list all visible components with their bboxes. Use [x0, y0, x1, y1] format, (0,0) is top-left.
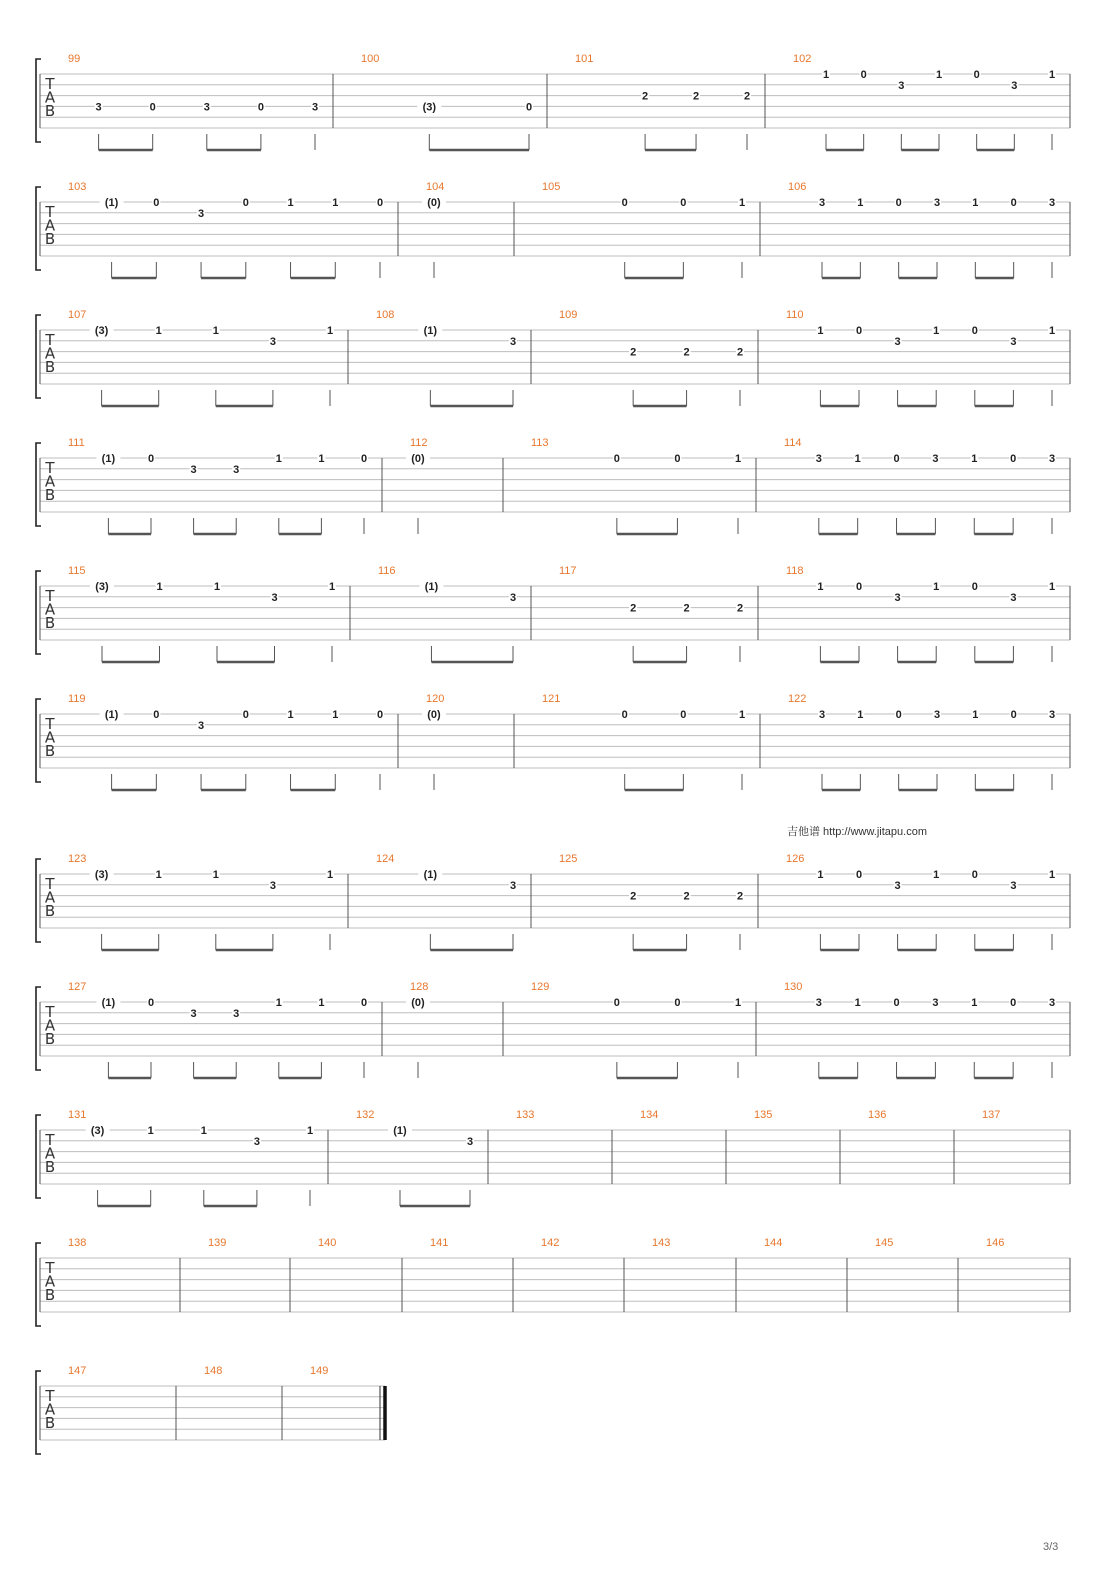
fret-number: 3 — [509, 335, 517, 348]
fret-number: 3 — [190, 463, 197, 476]
fret-number: 1 — [817, 325, 824, 337]
fret-number: 0 — [360, 997, 368, 1009]
measure-number: 147 — [68, 1365, 87, 1377]
fret-number: (0) — [427, 197, 441, 209]
measure-number: 105 — [542, 181, 561, 193]
tab-letter: T — [45, 459, 55, 477]
tab-letter: T — [45, 715, 55, 733]
fret-number: 1 — [318, 997, 325, 1009]
fret-number: 2 — [683, 346, 690, 359]
watermark: 吉他谱 http://www.jitapu.com — [787, 826, 927, 838]
fret-number: 2 — [642, 90, 649, 103]
fret-number: 3 — [269, 879, 276, 892]
measure-number: 106 — [788, 181, 807, 193]
fret-number: 1 — [972, 709, 979, 721]
fret-number: 1 — [213, 581, 221, 593]
measure-number: 144 — [764, 1237, 783, 1249]
measure-number: 102 — [793, 53, 812, 65]
measure-number: 135 — [754, 1109, 773, 1121]
fret-number: 0 — [153, 197, 160, 209]
measure-number: 132 — [356, 1109, 375, 1121]
measure-number: 133 — [516, 1109, 535, 1121]
fret-number: 0 — [674, 453, 681, 465]
fret-number: (0) — [427, 709, 441, 721]
tab-letter: B — [44, 1030, 56, 1048]
tab-letter: T — [45, 1131, 55, 1149]
fret-number: 3 — [95, 101, 102, 114]
fret-number: 3 — [815, 453, 822, 465]
fret-number: 1 — [275, 997, 282, 1009]
fret-number: 0 — [149, 101, 156, 114]
fret-number: 0 — [680, 197, 687, 209]
fret-number: 3 — [198, 719, 205, 732]
fret-number: 1 — [1048, 69, 1056, 81]
tab-letter: B — [44, 902, 56, 920]
fret-number: 1 — [318, 453, 325, 465]
tab-letter: B — [44, 1286, 56, 1304]
fret-number: 3 — [933, 197, 941, 209]
fret-number: 0 — [855, 581, 863, 593]
fret-number: 1 — [326, 869, 334, 881]
tab-letter: T — [45, 203, 55, 221]
fret-number: 3 — [233, 463, 240, 476]
fret-number: (0) — [411, 453, 425, 465]
fret-number: 1 — [275, 453, 282, 465]
fret-number: 2 — [630, 602, 637, 615]
fret-number: 0 — [893, 453, 900, 465]
measure-number: 145 — [875, 1237, 894, 1249]
fret-number: 1 — [200, 1125, 207, 1137]
fret-number: 1 — [817, 581, 824, 593]
fret-number: 1 — [933, 581, 940, 593]
fret-number: 3 — [233, 1007, 240, 1020]
fret-number: 1 — [147, 1125, 154, 1137]
fret-number: 1 — [857, 197, 864, 209]
tab-letter: A — [44, 1144, 56, 1163]
measure-number: 119 — [68, 693, 86, 705]
fret-number: 0 — [376, 709, 384, 721]
fret-number: 0 — [971, 325, 978, 337]
measure-number: 149 — [310, 1365, 329, 1377]
fret-number: 1 — [1048, 581, 1056, 593]
fret-number: 0 — [257, 101, 264, 114]
tab-letter: A — [44, 1016, 56, 1035]
measure-number: 136 — [868, 1109, 887, 1121]
fret-number: 3 — [269, 335, 276, 348]
tab-letter: T — [45, 587, 55, 605]
fret-number: 0 — [621, 197, 628, 209]
fret-number: 1 — [933, 325, 940, 337]
fret-number: 1 — [738, 197, 746, 209]
fret-number: 1 — [857, 709, 864, 721]
fret-number: 3 — [1048, 453, 1056, 465]
fret-number: 1 — [328, 581, 336, 593]
fret-number: 1 — [854, 997, 861, 1009]
measure-number: 103 — [68, 181, 87, 193]
fret-number: 3 — [198, 207, 205, 220]
fret-number: 1 — [212, 325, 219, 337]
measure-number: 148 — [204, 1365, 223, 1377]
fret-number: 0 — [674, 997, 681, 1009]
fret-number: (1) — [423, 325, 438, 337]
measure-number: 143 — [652, 1237, 671, 1249]
fret-number: 0 — [1010, 997, 1017, 1009]
fret-number: 0 — [242, 709, 249, 721]
fret-number: 3 — [894, 879, 901, 892]
tab-letter: B — [44, 486, 56, 504]
fret-number: 3 — [932, 997, 939, 1009]
fret-number: 1 — [155, 869, 162, 881]
fret-number: (3) — [94, 869, 109, 881]
tab-letter: A — [44, 600, 56, 619]
measure-number: 130 — [784, 981, 803, 993]
tab-letter: T — [45, 331, 55, 349]
fret-number: 3 — [1048, 997, 1056, 1009]
fret-number: (1) — [104, 709, 119, 721]
fret-number: 0 — [973, 69, 980, 81]
fret-number: 3 — [509, 591, 517, 604]
tab-letter: B — [44, 1414, 56, 1432]
measure-number: 138 — [68, 1237, 87, 1249]
fret-number: (1) — [101, 453, 116, 465]
fret-number: 3 — [1010, 591, 1017, 604]
measure-number: 117 — [559, 565, 577, 577]
fret-number: 3 — [1011, 79, 1018, 92]
measure-number: 120 — [426, 693, 445, 705]
fret-number: 1 — [971, 453, 978, 465]
measure-number: 139 — [208, 1237, 227, 1249]
measure-number: 109 — [559, 309, 578, 321]
tab-letter: T — [45, 875, 55, 893]
measure-number: 140 — [318, 1237, 337, 1249]
fret-number: 0 — [1010, 453, 1017, 465]
measure-number: 115 — [68, 565, 86, 577]
fret-number: 3 — [818, 709, 826, 721]
page-number: 3/3 — [1043, 1541, 1059, 1553]
measure-number: 111 — [68, 437, 85, 449]
fret-number: (1) — [393, 1125, 407, 1137]
fret-number: 1 — [854, 453, 861, 465]
tab-letter: B — [44, 102, 56, 120]
fret-number: 3 — [1010, 335, 1017, 348]
measure-number: 101 — [575, 53, 594, 65]
tab-letter: A — [44, 216, 56, 235]
fret-number: 2 — [736, 602, 744, 615]
fret-number: 1 — [971, 997, 978, 1009]
fret-number: 1 — [332, 709, 339, 721]
fret-number: 0 — [971, 581, 978, 593]
fret-number: 1 — [1048, 869, 1056, 881]
tab-letter: A — [44, 1272, 56, 1291]
measure-number: 108 — [376, 309, 395, 321]
tab-letter: A — [44, 88, 56, 107]
measure-number: 121 — [542, 693, 561, 705]
fret-number: 0 — [376, 197, 384, 209]
fret-number: (3) — [94, 325, 109, 337]
fret-number: 0 — [895, 709, 902, 721]
fret-number: 1 — [734, 453, 742, 465]
fret-number: 0 — [860, 69, 867, 81]
fret-number: (3) — [422, 101, 437, 114]
measure-number: 128 — [410, 981, 429, 993]
tab-letter: A — [44, 1400, 56, 1419]
measure-number: 110 — [786, 309, 804, 321]
tab-letter: T — [45, 1003, 55, 1021]
fret-number: 0 — [1010, 709, 1017, 721]
measure-number: 142 — [541, 1237, 560, 1249]
fret-number: 3 — [311, 101, 319, 114]
tab-letter: T — [45, 75, 55, 93]
fret-number: 2 — [736, 346, 744, 359]
fret-number: 1 — [287, 197, 294, 209]
tab-letter: B — [44, 358, 56, 376]
fret-number: 1 — [738, 709, 746, 721]
measure-number: 134 — [640, 1109, 659, 1121]
fret-number: 3 — [894, 335, 901, 348]
fret-number: 3 — [190, 1007, 197, 1020]
fret-number: 3 — [898, 79, 905, 92]
fret-number: (0) — [411, 997, 425, 1009]
fret-number: (1) — [101, 997, 116, 1009]
fret-number: 3 — [1010, 879, 1017, 892]
fret-number: 0 — [613, 997, 620, 1009]
fret-number: 1 — [287, 709, 294, 721]
fret-number: 2 — [630, 346, 637, 359]
measure-number: 124 — [376, 853, 395, 865]
fret-number: 3 — [509, 879, 517, 892]
fret-number: 3 — [894, 591, 901, 604]
measure-number: 137 — [982, 1109, 1001, 1121]
fret-number: 0 — [621, 709, 628, 721]
measure-number: 129 — [531, 981, 550, 993]
fret-number: 1 — [155, 325, 162, 337]
fret-number: 0 — [680, 709, 687, 721]
fret-number: (1) — [423, 869, 438, 881]
fret-number: 0 — [153, 709, 160, 721]
fret-number: 3 — [932, 453, 939, 465]
fret-number: 2 — [736, 890, 744, 903]
tab-letter: A — [44, 472, 56, 491]
fret-number: (3) — [90, 1125, 105, 1137]
measure-number: 131 — [68, 1109, 87, 1121]
fret-number: 0 — [147, 997, 155, 1009]
measure-number: 99 — [68, 53, 81, 65]
tab-letter: B — [44, 614, 56, 632]
fret-number: 0 — [895, 197, 902, 209]
tab-letter: B — [44, 230, 56, 248]
measure-number: 107 — [68, 309, 87, 321]
fret-number: 1 — [212, 869, 219, 881]
fret-number: (1) — [424, 581, 439, 593]
measure-number: 141 — [430, 1237, 449, 1249]
fret-number: 1 — [933, 869, 940, 881]
fret-number: 1 — [734, 997, 742, 1009]
fret-number: 1 — [326, 325, 334, 337]
fret-number: 1 — [1048, 325, 1056, 337]
fret-number: (1) — [104, 197, 119, 209]
measure-number: 112 — [410, 437, 428, 449]
fret-number: 3 — [1048, 709, 1056, 721]
tab-letter: B — [44, 742, 56, 760]
measure-number: 113 — [531, 437, 549, 449]
fret-number: 2 — [683, 890, 690, 903]
fret-number: 3 — [1048, 197, 1056, 209]
measure-number: 127 — [68, 981, 87, 993]
measure-number: 122 — [788, 693, 807, 705]
measure-number: 126 — [786, 853, 805, 865]
fret-number: 0 — [525, 101, 533, 114]
measure-number: 146 — [986, 1237, 1005, 1249]
measure-number: 118 — [786, 565, 804, 577]
tab-letter: A — [44, 728, 56, 747]
measure-number: 114 — [784, 437, 802, 449]
tab-letter: A — [44, 888, 56, 907]
tab-letter: A — [44, 344, 56, 363]
fret-number: 1 — [972, 197, 979, 209]
fret-number: 3 — [815, 997, 822, 1009]
fret-number: 3 — [203, 101, 210, 114]
fret-number: 0 — [360, 453, 368, 465]
fret-number: 1 — [156, 581, 163, 593]
fret-number: 0 — [1010, 197, 1017, 209]
fret-number: 1 — [332, 197, 339, 209]
fret-number: 3 — [933, 709, 941, 721]
fret-number: 0 — [242, 197, 249, 209]
fret-number: 0 — [855, 869, 863, 881]
tab-letter: T — [45, 1387, 55, 1405]
fret-number: 0 — [971, 869, 978, 881]
measure-number: 116 — [378, 565, 396, 577]
measure-number: 123 — [68, 853, 87, 865]
fret-number: 1 — [935, 69, 943, 81]
measure-number: 104 — [426, 181, 445, 193]
fret-number: 2 — [692, 90, 700, 103]
fret-number: 0 — [855, 325, 863, 337]
fret-number: 0 — [613, 453, 620, 465]
fret-number: 2 — [683, 602, 690, 615]
fret-number: 0 — [147, 453, 155, 465]
fret-number: 3 — [253, 1135, 260, 1148]
tab-letter: T — [45, 1259, 55, 1277]
fret-number: 1 — [817, 869, 824, 881]
measure-number: 100 — [361, 53, 380, 65]
fret-number: 3 — [818, 197, 826, 209]
fret-number: 0 — [893, 997, 900, 1009]
measure-number: 125 — [559, 853, 578, 865]
fret-number: 1 — [822, 69, 830, 81]
tab-letter: B — [44, 1158, 56, 1176]
fret-number: 3 — [271, 591, 278, 604]
fret-number: 3 — [466, 1135, 474, 1148]
fret-number: 2 — [630, 890, 637, 903]
fret-number: (3) — [95, 581, 109, 593]
fret-number: 1 — [306, 1125, 314, 1137]
fret-number: 2 — [743, 90, 751, 103]
